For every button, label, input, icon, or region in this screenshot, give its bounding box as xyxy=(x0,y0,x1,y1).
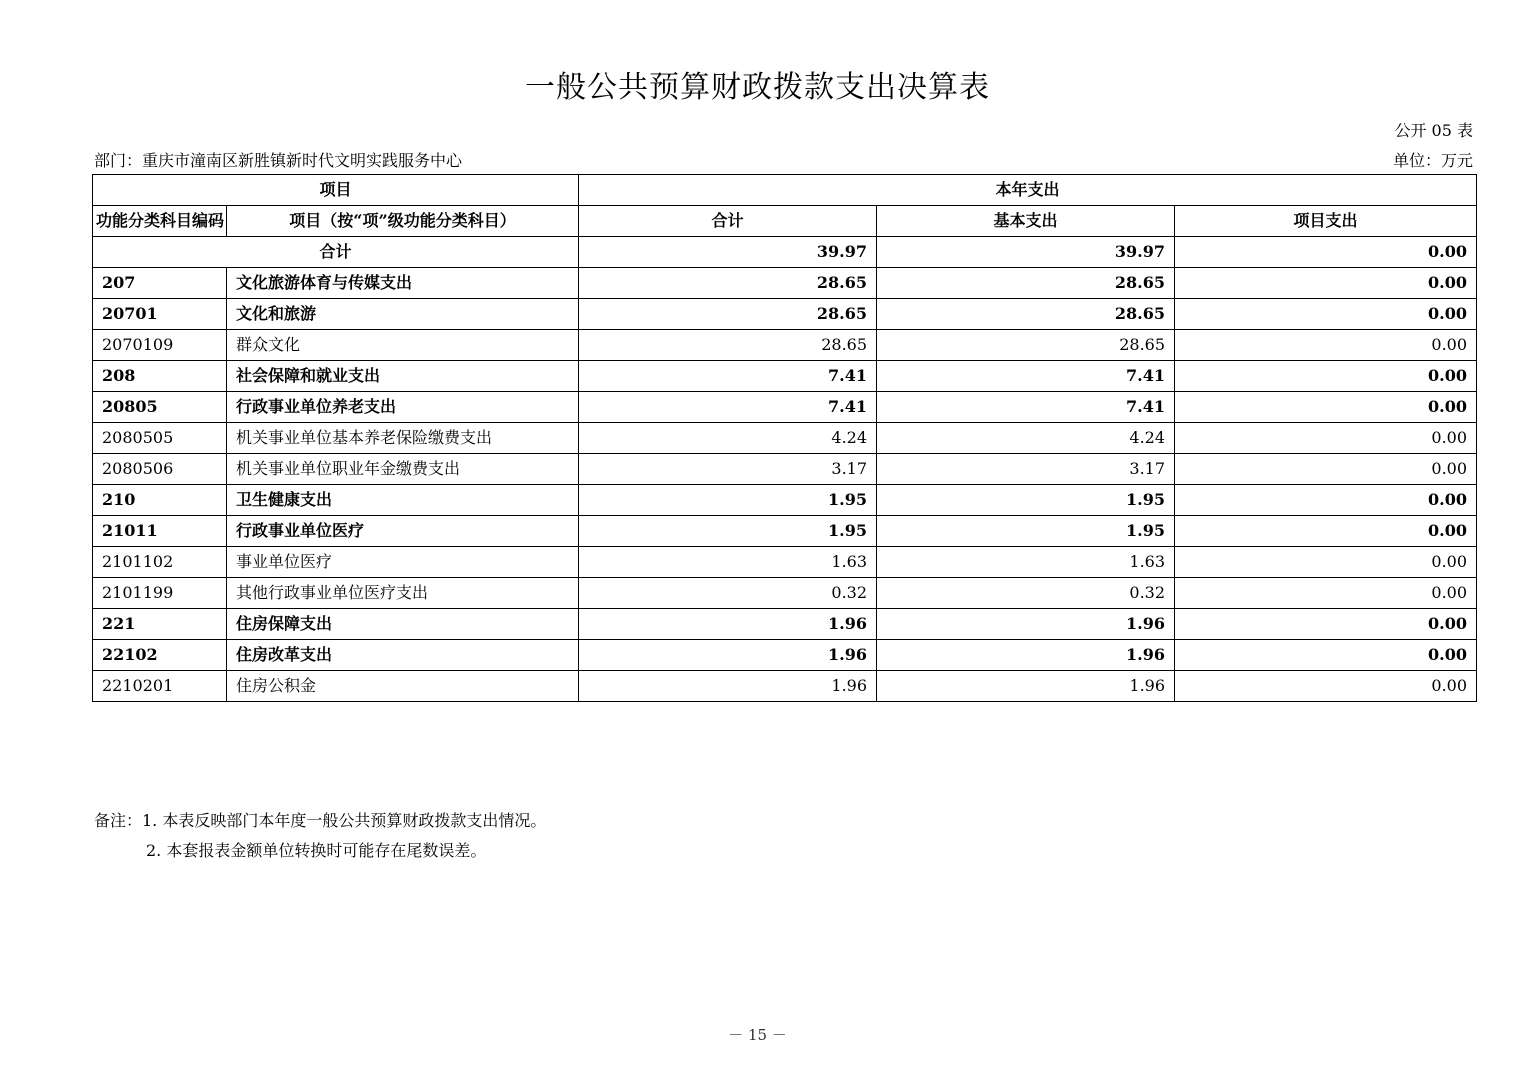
row-basic: 1.96 xyxy=(877,671,1175,702)
row-code: 2080505 xyxy=(93,423,227,454)
row-name: 住房保障支出 xyxy=(227,609,579,640)
header-this-year: 本年支出 xyxy=(579,175,1477,206)
row-basic: 1.95 xyxy=(877,485,1175,516)
form-number: 公开 05 表 xyxy=(1394,121,1473,140)
row-name: 社会保障和就业支出 xyxy=(227,361,579,392)
table-row xyxy=(93,578,1477,609)
row-name: 文化旅游体育与传媒支出 xyxy=(227,268,579,299)
row-project: 0.00 xyxy=(1175,516,1477,547)
row-project: 0.00 xyxy=(1175,361,1477,392)
row-code: 20701 xyxy=(93,299,227,330)
table-row xyxy=(93,485,1477,516)
total-row xyxy=(93,237,1477,268)
row-total: 3.17 xyxy=(579,454,877,485)
note-line-2: 2. 本套报表金额单位转换时可能存在尾数误差。 xyxy=(146,841,487,860)
row-name: 住房公积金 xyxy=(227,671,579,702)
row-total: 1.63 xyxy=(579,547,877,578)
row-code: 208 xyxy=(93,361,227,392)
row-project: 0.00 xyxy=(1175,423,1477,454)
row-name: 住房改革支出 xyxy=(227,640,579,671)
total-project: 0.00 xyxy=(1175,237,1477,268)
row-project: 0.00 xyxy=(1175,392,1477,423)
row-total: 1.96 xyxy=(579,609,877,640)
row-basic: 3.17 xyxy=(877,454,1175,485)
row-project: 0.00 xyxy=(1175,578,1477,609)
table-row xyxy=(93,609,1477,640)
row-basic: 28.65 xyxy=(877,268,1175,299)
row-project: 0.00 xyxy=(1175,640,1477,671)
row-total: 7.41 xyxy=(579,392,877,423)
total-basic: 39.97 xyxy=(877,237,1175,268)
row-total: 28.65 xyxy=(579,268,877,299)
row-code: 207 xyxy=(93,268,227,299)
table-row xyxy=(93,640,1477,671)
row-name: 群众文化 xyxy=(227,330,579,361)
row-project: 0.00 xyxy=(1175,485,1477,516)
row-basic: 1.63 xyxy=(877,547,1175,578)
row-project: 0.00 xyxy=(1175,454,1477,485)
row-name: 行政事业单位养老支出 xyxy=(227,392,579,423)
row-code: 22102 xyxy=(93,640,227,671)
row-name: 文化和旅游 xyxy=(227,299,579,330)
header-project-exp: 项目支出 xyxy=(1175,206,1477,237)
table-row xyxy=(93,516,1477,547)
row-basic: 1.96 xyxy=(877,609,1175,640)
expenditure-table xyxy=(92,174,1477,702)
table-row xyxy=(93,361,1477,392)
notes xyxy=(94,806,546,866)
row-name: 机关事业单位基本养老保险缴费支出 xyxy=(227,423,579,454)
header-code: 功能分类科目编码 xyxy=(93,206,227,237)
row-name: 机关事业单位职业年金缴费支出 xyxy=(227,454,579,485)
row-code: 20805 xyxy=(93,392,227,423)
row-code: 2101102 xyxy=(93,547,227,578)
header-basic: 基本支出 xyxy=(877,206,1175,237)
table-row xyxy=(93,454,1477,485)
row-total: 1.96 xyxy=(579,640,877,671)
header-project: 项目 xyxy=(93,175,579,206)
header-item: 项目（按“项”级功能分类科目） xyxy=(227,206,579,237)
row-basic: 28.65 xyxy=(877,330,1175,361)
row-basic: 7.41 xyxy=(877,392,1175,423)
row-code: 221 xyxy=(93,609,227,640)
row-basic: 1.96 xyxy=(877,640,1175,671)
row-code: 2070109 xyxy=(93,330,227,361)
row-basic: 4.24 xyxy=(877,423,1175,454)
row-project: 0.00 xyxy=(1175,330,1477,361)
table-row xyxy=(93,330,1477,361)
row-project: 0.00 xyxy=(1175,547,1477,578)
row-basic: 0.32 xyxy=(877,578,1175,609)
department-label: 部门：重庆市潼南区新胜镇新时代文明实践服务中心 xyxy=(94,151,463,170)
row-name: 行政事业单位医疗 xyxy=(227,516,579,547)
row-total: 28.65 xyxy=(579,299,877,330)
page-title: 一般公共预算财政拨款支出决算表 xyxy=(525,70,990,105)
row-code: 210 xyxy=(93,485,227,516)
table-row xyxy=(93,392,1477,423)
row-total: 28.65 xyxy=(579,330,877,361)
unit-label: 单位：万元 xyxy=(1392,151,1473,170)
row-project: 0.00 xyxy=(1175,299,1477,330)
row-project: 0.00 xyxy=(1175,609,1477,640)
row-code: 21011 xyxy=(93,516,227,547)
row-code: 2101199 xyxy=(93,578,227,609)
row-name: 事业单位医疗 xyxy=(227,547,579,578)
row-project: 0.00 xyxy=(1175,268,1477,299)
row-name: 卫生健康支出 xyxy=(227,485,579,516)
total-sum: 39.97 xyxy=(579,237,877,268)
page-number: － 15 － xyxy=(728,1026,787,1044)
row-basic: 7.41 xyxy=(877,361,1175,392)
row-total: 0.32 xyxy=(579,578,877,609)
row-name: 其他行政事业单位医疗支出 xyxy=(227,578,579,609)
note-line-1: 备注：1. 本表反映部门本年度一般公共预算财政拨款支出情况。 xyxy=(94,811,547,830)
row-total: 1.95 xyxy=(579,485,877,516)
row-total: 1.96 xyxy=(579,671,877,702)
row-basic: 28.65 xyxy=(877,299,1175,330)
row-total: 1.95 xyxy=(579,516,877,547)
row-project: 0.00 xyxy=(1175,671,1477,702)
total-label: 合计 xyxy=(93,237,579,268)
header-total: 合计 xyxy=(579,206,877,237)
row-total: 4.24 xyxy=(579,423,877,454)
table-row xyxy=(93,423,1477,454)
table-row xyxy=(93,547,1477,578)
row-basic: 1.95 xyxy=(877,516,1175,547)
table-row xyxy=(93,671,1477,702)
row-code: 2080506 xyxy=(93,454,227,485)
row-code: 2210201 xyxy=(93,671,227,702)
row-total: 7.41 xyxy=(579,361,877,392)
table-row xyxy=(93,268,1477,299)
table-row xyxy=(93,299,1477,330)
